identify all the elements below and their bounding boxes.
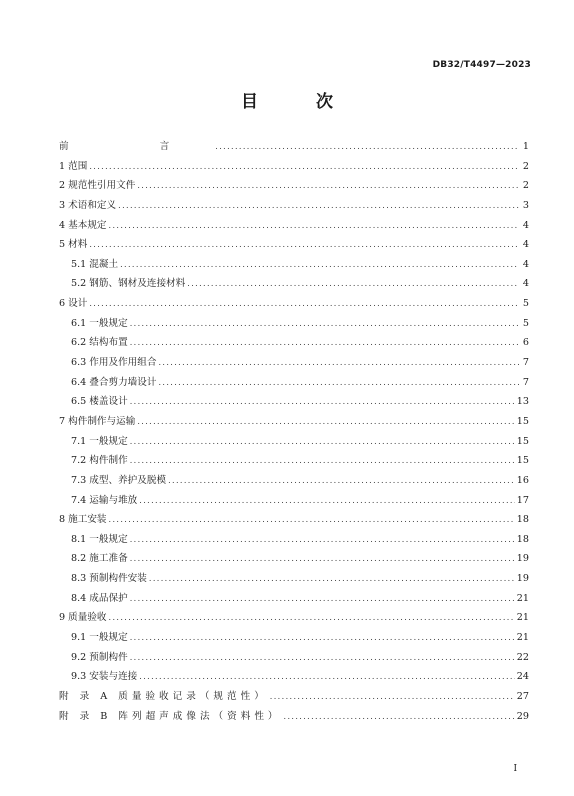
toc-entry-label: 5 材料 (59, 239, 88, 251)
toc-entry-label: 6 设计 (59, 298, 88, 310)
toc-entry-page: 15 (516, 415, 529, 427)
toc-entry[interactable] (59, 216, 529, 236)
dot-leader (270, 687, 515, 707)
toc-entry[interactable] (59, 707, 529, 727)
toc-entry-label: 4 基本规定 (59, 219, 107, 231)
toc-entry[interactable] (59, 274, 529, 294)
toc-entry-page: 13 (516, 396, 529, 408)
dot-leader (130, 432, 515, 452)
toc-entry-page: 27 (516, 690, 529, 702)
dot-leader (130, 451, 515, 471)
dot-leader (109, 608, 515, 628)
toc-entry-page: 4 (522, 239, 529, 251)
table-of-contents (59, 137, 529, 726)
toc-entry-label: 9 质量验收 (59, 612, 107, 624)
toc-entry-label: 附 录 A 质量验收记录（规范性） (59, 690, 268, 702)
toc-entry-label: 2 规范性引用文件 (59, 180, 136, 192)
toc-entry-label: 8.3 预制构件安装 (71, 573, 147, 585)
toc-entry-label: 7.2 构件制作 (71, 455, 128, 467)
dot-leader (137, 412, 514, 432)
toc-entry[interactable] (59, 687, 529, 707)
toc-entry-page: 17 (516, 494, 529, 506)
dot-leader (109, 510, 515, 530)
toc-entry-page: 18 (516, 514, 529, 526)
toc-entry-page: 4 (522, 278, 529, 290)
dot-leader (130, 589, 515, 609)
toc-entry-label: 9.1 一般规定 (71, 632, 128, 644)
dot-leader (130, 392, 515, 412)
toc-entry[interactable] (59, 373, 529, 393)
toc-entry-page: 16 (516, 474, 529, 486)
dot-leader (130, 549, 515, 569)
dot-leader (187, 274, 519, 294)
dot-leader (109, 216, 519, 236)
toc-entry[interactable] (59, 549, 529, 569)
dot-leader (130, 314, 519, 334)
toc-entry-label: 附 录 B 阵列超声成像法（资料性） (59, 710, 282, 722)
toc-entry-label: 前 言 (59, 141, 214, 152)
toc-entry[interactable] (59, 196, 529, 216)
toc-entry[interactable] (59, 157, 529, 177)
toc-entry[interactable] (59, 471, 529, 491)
toc-entry-page: 6 (522, 337, 529, 349)
toc-entry[interactable] (59, 294, 529, 314)
toc-entry-page: 19 (516, 573, 529, 585)
toc-entry[interactable] (59, 333, 529, 353)
toc-entry-label: 1 范围 (59, 160, 88, 172)
toc-entry-label: 3 术语和定义 (59, 199, 117, 211)
toc-entry-label: 7 构件制作与运输 (59, 415, 136, 427)
toc-entry[interactable] (59, 176, 529, 196)
toc-entry-label: 8.2 施工准备 (71, 553, 128, 565)
toc-entry-page: 21 (516, 592, 529, 604)
toc-entry[interactable] (59, 491, 529, 511)
dot-leader (130, 628, 515, 648)
toc-entry[interactable] (59, 530, 529, 550)
toc-entry[interactable] (59, 235, 529, 255)
toc-entry-label: 6.1 一般规定 (71, 317, 128, 329)
dot-leader (89, 157, 519, 177)
dot-leader (284, 707, 515, 727)
toc-entry[interactable] (59, 314, 529, 334)
toc-entry-label: 6.5 楼盖设计 (71, 396, 128, 408)
toc-entry-page: 21 (516, 632, 529, 644)
toc-entry-page: 15 (516, 435, 529, 447)
dot-leader (158, 373, 519, 393)
toc-entry-label: 6.2 结构布置 (71, 337, 128, 349)
toc-entry-page: 19 (516, 553, 529, 565)
toc-entry[interactable] (59, 451, 529, 471)
toc-entry[interactable] (59, 510, 529, 530)
toc-entry-page: 29 (516, 710, 529, 722)
toc-entry-label: 5.1 混凝土 (71, 258, 119, 270)
page-number: I (513, 764, 517, 774)
toc-entry[interactable] (59, 628, 529, 648)
dot-leader (139, 667, 515, 687)
toc-entry[interactable] (59, 569, 529, 589)
toc-entry-page: 21 (516, 612, 529, 624)
toc-entry-label: 9.2 预制构件 (71, 651, 128, 663)
toc-entry-label: 8.4 成品保护 (71, 592, 128, 604)
dot-leader (149, 569, 515, 589)
toc-entry-label: 7.4 运输与堆放 (71, 494, 138, 506)
dot-leader (137, 176, 519, 196)
toc-entry[interactable] (59, 608, 529, 628)
dot-leader (120, 255, 519, 275)
toc-entry-page: 5 (522, 298, 529, 310)
dot-leader (89, 294, 519, 314)
dot-leader (139, 491, 515, 511)
toc-entry[interactable] (59, 412, 529, 432)
dot-leader (130, 333, 519, 353)
toc-entry-page: 3 (522, 199, 529, 211)
toc-entry-page: 24 (516, 671, 529, 683)
dot-leader (168, 471, 515, 491)
toc-entry[interactable] (59, 255, 529, 275)
toc-entry-page: 2 (522, 160, 529, 172)
toc-entry-label: 7.1 一般规定 (71, 435, 128, 447)
toc-entry-label: 6.4 叠合剪力墙设计 (71, 376, 157, 388)
toc-entry-label: 9.3 安装与连接 (71, 671, 138, 683)
toc-entry[interactable] (59, 353, 529, 373)
standard-code: DB32/T4497—2023 (432, 60, 531, 70)
toc-entry-page: 4 (522, 258, 529, 270)
toc-entry-label: 8 施工安装 (59, 514, 107, 526)
dot-leader (215, 137, 519, 157)
dot-leader (158, 353, 519, 373)
toc-entry-label: 7.3 成型、养护及脱模 (71, 474, 167, 486)
toc-entry-page: 2 (522, 180, 529, 192)
dot-leader (118, 196, 519, 216)
toc-entry-page: 5 (522, 317, 529, 329)
toc-entry-page: 18 (516, 533, 529, 545)
toc-entry[interactable] (59, 667, 529, 687)
page-title: 目 次 (241, 92, 359, 112)
toc-entry-page: 15 (516, 455, 529, 467)
dot-leader (89, 235, 519, 255)
toc-entry[interactable] (59, 137, 529, 157)
toc-entry-page: 4 (522, 219, 529, 231)
toc-entry-page: 22 (516, 651, 529, 663)
toc-entry-page: 7 (522, 376, 529, 388)
toc-entry-label: 8.1 一般规定 (71, 533, 128, 545)
toc-entry-label: 5.2 钢筋、钢材及连接材料 (71, 278, 186, 290)
toc-entry[interactable] (59, 589, 529, 609)
toc-entry-label: 6.3 作用及作用组合 (71, 357, 157, 369)
dot-leader (130, 530, 515, 550)
toc-entry-page: 7 (522, 357, 529, 369)
toc-entry[interactable] (59, 432, 529, 452)
dot-leader (130, 648, 515, 668)
toc-entry[interactable] (59, 648, 529, 668)
toc-entry[interactable] (59, 392, 529, 412)
toc-entry-page: 1 (522, 141, 529, 152)
